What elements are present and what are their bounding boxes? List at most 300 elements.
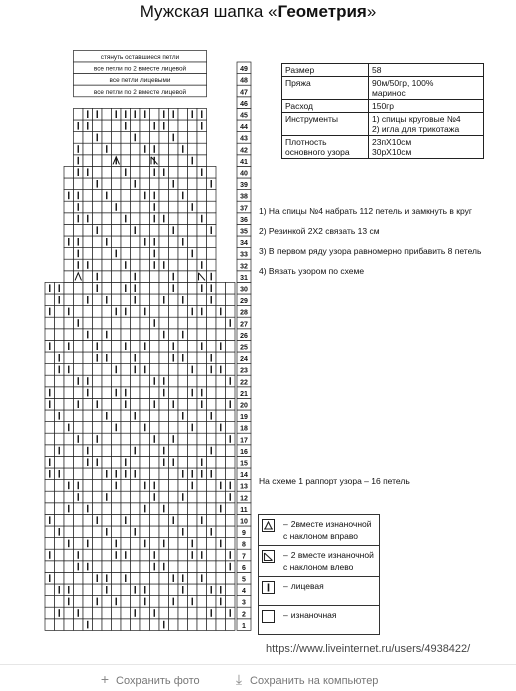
row-number: 9 [242, 530, 246, 538]
legend-item-purl2tog-left [259, 546, 379, 577]
chart-cell [74, 387, 84, 399]
chart-cell [197, 596, 207, 608]
chart-cell [93, 607, 103, 619]
chart-cell [93, 143, 103, 155]
chart-cell [55, 503, 65, 515]
chart-cell [197, 294, 207, 306]
chart-cell [112, 224, 122, 236]
chart-cell [207, 329, 217, 341]
chart-cell [178, 422, 188, 434]
purl-stitch-icon [262, 610, 275, 623]
row-number: 24 [240, 356, 248, 364]
save-photo-button[interactable] [98, 671, 200, 687]
legend-text: с наклоном влево [283, 562, 354, 572]
chart-cell [121, 201, 131, 213]
chart-cell [178, 596, 188, 608]
chart-cell [93, 445, 103, 457]
chart-cell [112, 619, 122, 631]
chart-cell [131, 120, 141, 132]
chart-cell [55, 317, 65, 329]
chart-cell [121, 503, 131, 515]
chart-cell [169, 317, 179, 329]
chart-cell [169, 538, 179, 550]
chart-cell [150, 456, 160, 468]
chart-cell [197, 155, 207, 167]
chart-cell [112, 561, 122, 573]
row-number: 27 [240, 321, 248, 329]
chart-cell [150, 132, 160, 144]
chart-cell [197, 584, 207, 596]
chart-cell [45, 375, 55, 387]
chart-cell [93, 584, 103, 596]
chart-cell [93, 317, 103, 329]
row-number: 48 [240, 77, 248, 85]
chart-cell [226, 294, 236, 306]
chart-cell [74, 468, 84, 480]
chart-cell [64, 445, 74, 457]
chart-cell [159, 596, 169, 608]
chart-cell [112, 329, 122, 341]
chart-cell [64, 375, 74, 387]
chart-cell [93, 294, 103, 306]
chart-cell [197, 143, 207, 155]
chart-cell [226, 538, 236, 550]
legend-dash: – [283, 519, 288, 529]
chart-cell [159, 491, 169, 503]
chart-cell [150, 538, 160, 550]
chart-cell [74, 294, 84, 306]
chart-cell [207, 491, 217, 503]
chart-cell [140, 166, 150, 178]
row-number: 33 [240, 251, 248, 259]
chart-cell [83, 468, 93, 480]
chart-cell [197, 422, 207, 434]
chart-cell [140, 259, 150, 271]
chart-cell [188, 224, 198, 236]
chart-cell [216, 317, 226, 329]
row-number: 17 [240, 437, 248, 445]
chart-cell [159, 572, 169, 584]
chart-cell [121, 422, 131, 434]
chart-cell [207, 340, 217, 352]
chart-cell [93, 422, 103, 434]
chart-cell [169, 201, 179, 213]
chart-cell [112, 317, 122, 329]
chart-cell [93, 201, 103, 213]
chart-cell [93, 619, 103, 631]
chart-cell [112, 340, 122, 352]
chart-cell [131, 456, 141, 468]
chart-cell [55, 572, 65, 584]
chart-cell [140, 561, 150, 573]
chart-cell [207, 236, 217, 248]
chart-cell [216, 514, 226, 526]
chart-cell [150, 340, 160, 352]
chart-cell [64, 549, 74, 561]
instructions [259, 205, 509, 285]
chart-cell [131, 306, 141, 318]
chart-cell [169, 480, 179, 492]
info-row [282, 136, 484, 159]
chart-cell [83, 271, 93, 283]
row-number: 25 [240, 344, 248, 352]
chart-cell [188, 329, 198, 341]
chart-instruction: все петли по 2 вместе лицевой [93, 88, 187, 96]
save-computer-button[interactable] [232, 671, 378, 688]
chart-cell [169, 248, 179, 260]
chart-cell [74, 514, 84, 526]
row-number: 47 [240, 89, 248, 97]
chart-cell [188, 166, 198, 178]
chart-cell [121, 352, 131, 364]
chart-cell [45, 538, 55, 550]
chart-cell [112, 514, 122, 526]
chart-cell [112, 572, 122, 584]
chart-cell [45, 596, 55, 608]
chart-cell [45, 584, 55, 596]
chart-cell [112, 503, 122, 515]
chart-cell [64, 329, 74, 341]
chart-cell [178, 387, 188, 399]
chart-cell [45, 491, 55, 503]
chart-cell [207, 306, 217, 318]
chart-cell [169, 619, 179, 631]
chart-cell [216, 410, 226, 422]
chart-cell [121, 538, 131, 550]
chart-cell [45, 410, 55, 422]
chart-cell [64, 572, 74, 584]
chart-cell [178, 538, 188, 550]
chart-cell [74, 364, 84, 376]
chart-cell [121, 433, 131, 445]
chart-cell [216, 619, 226, 631]
chart-cell [83, 352, 93, 364]
chart-cell [83, 514, 93, 526]
info-line: Пряжа [285, 78, 311, 88]
plus-icon: + [100, 671, 110, 687]
chart-cell [55, 306, 65, 318]
chart-cell [216, 329, 226, 341]
chart-cell [112, 410, 122, 422]
chart-cell [93, 387, 103, 399]
chart-cell [55, 538, 65, 550]
chart-cell [159, 480, 169, 492]
chart-cell [226, 387, 236, 399]
chart-cell [169, 561, 179, 573]
chart-cell [178, 132, 188, 144]
chart-cell [83, 306, 93, 318]
chart-cell [140, 445, 150, 457]
chart-cell [178, 433, 188, 445]
chart-cell [102, 422, 112, 434]
chart-cell [121, 607, 131, 619]
chart-cell [197, 190, 207, 202]
chart-cell [226, 352, 236, 364]
chart-cell [64, 352, 74, 364]
chart-cell [74, 108, 84, 120]
chart-cell [178, 155, 188, 167]
row-number: 31 [240, 274, 248, 282]
chart-cell [140, 572, 150, 584]
bottom-bar [0, 664, 516, 691]
chart-cell [131, 155, 141, 167]
chart-cell [64, 526, 74, 538]
chart-cell [188, 294, 198, 306]
chart-cell [93, 468, 103, 480]
chart-cell [45, 619, 55, 631]
row-number: 26 [240, 332, 248, 340]
chart-cell [131, 433, 141, 445]
chart-cell [55, 619, 65, 631]
row-number: 11 [240, 506, 248, 514]
chart-cell [83, 248, 93, 260]
info-value [369, 77, 484, 100]
chart-cell [64, 224, 74, 236]
chart-cell [93, 329, 103, 341]
chart-cell [178, 503, 188, 515]
info-line: 58 [372, 65, 382, 75]
chart-cell [121, 132, 131, 144]
chart-cell [83, 155, 93, 167]
chart-cell [64, 213, 74, 225]
chart-cell [178, 445, 188, 457]
chart-cell [64, 468, 74, 480]
chart-cell [112, 584, 122, 596]
chart-cell [45, 352, 55, 364]
chart-cell [83, 526, 93, 538]
chart-cell [131, 538, 141, 550]
chart-cell [216, 572, 226, 584]
chart-cell [83, 607, 93, 619]
chart-cell [74, 456, 84, 468]
row-number: 6 [242, 564, 246, 572]
chart-cell [74, 503, 84, 515]
instruction-step: 2) Резинкой 2Х2 связать 13 см [259, 226, 380, 236]
chart-cell [102, 549, 112, 561]
chart-cell [169, 364, 179, 376]
chart-cell [74, 596, 84, 608]
chart-cell [188, 398, 198, 410]
chart-cell [131, 143, 141, 155]
chart-cell [102, 271, 112, 283]
instruction-step: 3) В первом ряду узора равномерно прибавить 8 петель [259, 246, 482, 256]
chart-cell [188, 190, 198, 202]
chart-cell [197, 178, 207, 190]
chart-cell [112, 607, 122, 619]
rapport-note: На схеме 1 раппорт узора – 16 петель [259, 476, 410, 486]
chart-cell [64, 491, 74, 503]
chart-cell [197, 352, 207, 364]
chart-cell [150, 294, 160, 306]
chart-cell [216, 456, 226, 468]
chart-cell [140, 224, 150, 236]
chart-cell [207, 433, 217, 445]
chart-cell [93, 375, 103, 387]
legend-dash: – [283, 581, 288, 591]
title-text: Мужская шапка « [139, 2, 278, 21]
chart-cell [178, 306, 188, 318]
chart-cell [226, 422, 236, 434]
chart-cell [159, 398, 169, 410]
chart-cell [150, 329, 160, 341]
chart-cell [150, 526, 160, 538]
chart-cell [45, 317, 55, 329]
chart-cell [150, 282, 160, 294]
chart-cell [226, 445, 236, 457]
chart-cell [197, 132, 207, 144]
chart-cell [188, 445, 198, 457]
chart-cell [121, 224, 131, 236]
chart-cell [188, 132, 198, 144]
chart-cell [159, 132, 169, 144]
chart-cell [169, 155, 179, 167]
row-number: 38 [240, 193, 248, 201]
chart-cell [197, 538, 207, 550]
chart-cell [140, 514, 150, 526]
row-number: 29 [240, 298, 248, 306]
chart-cell [112, 271, 122, 283]
chart-cell [140, 213, 150, 225]
chart-cell [178, 561, 188, 573]
chart-cell [140, 619, 150, 631]
chart-cell [178, 607, 188, 619]
chart-cell [197, 201, 207, 213]
chart-cell [74, 526, 84, 538]
chart-cell [83, 410, 93, 422]
legend [258, 514, 380, 635]
chart-cell [83, 340, 93, 352]
chart-cell [169, 143, 179, 155]
chart-cell [178, 514, 188, 526]
chart-cell [93, 561, 103, 573]
row-number: 36 [240, 216, 248, 224]
chart-cell [102, 120, 112, 132]
chart-cell [55, 491, 65, 503]
chart-cell [140, 352, 150, 364]
chart-cell [140, 526, 150, 538]
chart-cell [140, 607, 150, 619]
chart-cell [64, 607, 74, 619]
info-value [369, 64, 484, 77]
chart-cell [131, 503, 141, 515]
row-number: 30 [240, 286, 248, 294]
chart-cell [178, 364, 188, 376]
chart-cell [169, 607, 179, 619]
chart-cell [197, 236, 207, 248]
chart-cell [169, 491, 179, 503]
chart-cell [159, 422, 169, 434]
chart-cell [159, 352, 169, 364]
chart-cell [112, 491, 122, 503]
chart-cell [64, 410, 74, 422]
row-number: 1 [242, 622, 246, 630]
chart-cell [93, 538, 103, 550]
purl2tog-left-icon [262, 550, 275, 563]
chart-cell [207, 375, 217, 387]
chart-cell [188, 491, 198, 503]
chart-cell [188, 213, 198, 225]
row-number: 13 [240, 483, 248, 491]
chart-cell [74, 422, 84, 434]
chart-cell [93, 248, 103, 260]
chart-cell [159, 364, 169, 376]
chart-cell [64, 619, 74, 631]
instruction-step: 1) На спицы №4 набрать 112 петель и замкнуть в круг [259, 206, 472, 216]
chart-cell [93, 480, 103, 492]
chart-cell [93, 190, 103, 202]
legend-dash: – [283, 550, 288, 560]
legend-text: 2вместе изнаночной [290, 519, 372, 529]
chart-cell [55, 375, 65, 387]
chart-cell [178, 201, 188, 213]
chart-cell [169, 422, 179, 434]
chart-cell [150, 178, 160, 190]
chart-cell [140, 491, 150, 503]
chart-cell [169, 526, 179, 538]
chart-cell [112, 190, 122, 202]
chart-cell [207, 480, 217, 492]
row-number: 45 [240, 112, 248, 120]
chart-cell [102, 178, 112, 190]
chart-cell [102, 514, 112, 526]
chart-cell [55, 561, 65, 573]
chart-cell [102, 306, 112, 318]
chart-cell [83, 143, 93, 155]
chart-cell [55, 422, 65, 434]
chart-cell [178, 248, 188, 260]
chart-cell [188, 120, 198, 132]
chart-cell [102, 201, 112, 213]
chart-cell [159, 549, 169, 561]
chart-cell [140, 468, 150, 480]
legend-text: лицевая [290, 581, 324, 591]
chart-cell [93, 549, 103, 561]
chart-cell [178, 398, 188, 410]
chart-cell [131, 422, 141, 434]
chart-cell [207, 538, 217, 550]
chart-cell [131, 236, 141, 248]
chart-cell [226, 584, 236, 596]
chart-cell [131, 375, 141, 387]
chart-cell [55, 387, 65, 399]
chart-cell [207, 387, 217, 399]
chart-cell [93, 306, 103, 318]
chart-cell [121, 584, 131, 596]
chart-cell [45, 503, 55, 515]
chart-cell [169, 259, 179, 271]
chart-cell [197, 480, 207, 492]
chart-cell [159, 306, 169, 318]
chart-cell [169, 166, 179, 178]
chart-cell [93, 120, 103, 132]
purl2tog-right-icon [262, 519, 275, 532]
knitting-chart [45, 54, 255, 655]
chart-cell [140, 317, 150, 329]
chart-cell [159, 514, 169, 526]
info-line: Плотность [285, 137, 327, 147]
chart-cell [197, 317, 207, 329]
chart-cell [64, 259, 74, 271]
knit-stitch-icon [262, 581, 275, 594]
chart-cell [83, 282, 93, 294]
chart-cell [64, 201, 74, 213]
chart-cell [188, 607, 198, 619]
chart-cell [169, 375, 179, 387]
chart-cell [140, 375, 150, 387]
chart-cell [83, 491, 93, 503]
chart-cell [216, 294, 226, 306]
chart-cell [188, 317, 198, 329]
